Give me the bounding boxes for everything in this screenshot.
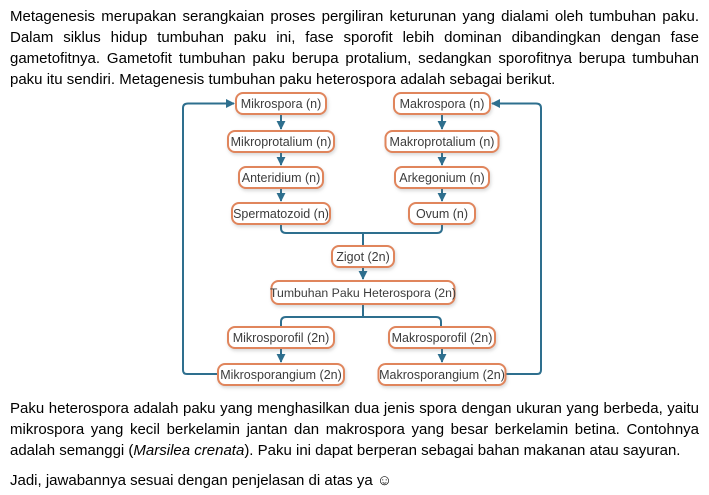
- node-mikrosporofil: Mikrosporofil (2n): [227, 326, 335, 349]
- intro-line-4: paku itu sendiri. Metagenesis tumbuhan paku heterospora adalah sebagai berikut.: [10, 71, 556, 88]
- final-note-text: Jadi, jawabannya sesuai dengan penjelasan di atas ya ☺: [10, 472, 393, 489]
- node-ovum: Ovum (n): [408, 202, 476, 225]
- node-arkegonium: Arkegonium (n): [394, 166, 490, 189]
- closing-line-2: mikrospora yang kecil berkelamin jantan dan makrospora yang besar berkelamin betina. Contohnya: [10, 421, 699, 438]
- intro-line-1: Metagenesis merupakan serangkaian proses pergiliran keturunan yang dialami oleh tumbuhan paku.: [10, 8, 699, 25]
- node-tumbuhan-paku-heterospora: Tumbuhan Paku Heterospora (2n): [271, 280, 456, 305]
- node-makrosporofil: Makrosporofil (2n): [388, 326, 496, 349]
- closing-line-3-pre: adalah semanggi (: [10, 442, 134, 459]
- metagenesis-flowchart: [10, 92, 699, 392]
- node-mikrosporangium: Mikrosporangium (2n): [217, 363, 345, 386]
- merge-connector: [281, 225, 442, 233]
- node-makrosporangium: Makrosporangium (2n): [378, 363, 507, 386]
- node-zigot: Zigot (2n): [331, 245, 395, 268]
- node-makrospora: Makrospora (n): [393, 92, 491, 115]
- split-connector: [281, 317, 441, 326]
- closing-line-3-post: ). Paku ini dapat berperan sebagai bahan makanan atau sayuran.: [244, 442, 681, 459]
- species-name-italic: Marsilea crenata: [133, 442, 245, 459]
- node-mikroprotalium: Mikroprotalium (n): [227, 130, 335, 153]
- closing-paragraph: [10, 398, 699, 461]
- intro-paragraph: [10, 6, 699, 90]
- node-mikrospora: Mikrospora (n): [235, 92, 327, 115]
- flowchart-connectors: [10, 92, 709, 392]
- node-anteridium: Anteridium (n): [238, 166, 324, 189]
- closing-line-1: Paku heterospora adalah paku yang menghasilkan dua jenis spora dengan ukuran yang berbeda, yaitu: [10, 400, 699, 417]
- node-makroprotalium: Makroprotalium (n): [385, 130, 500, 153]
- final-note: [10, 470, 699, 491]
- closing-line-3: [10, 440, 699, 461]
- intro-line-3: gametofitnya. Gametofit tumbuhan paku berupa protalium, sedangkan sporofitnya berupa tumbuhan: [10, 50, 699, 67]
- intro-line-2: Dalam siklus hidup tumbuhan paku ini, fase sporofit lebih dominan dibandingkan dengan fase: [10, 29, 699, 46]
- node-spermatozoid: Spermatozoid (n): [231, 202, 331, 225]
